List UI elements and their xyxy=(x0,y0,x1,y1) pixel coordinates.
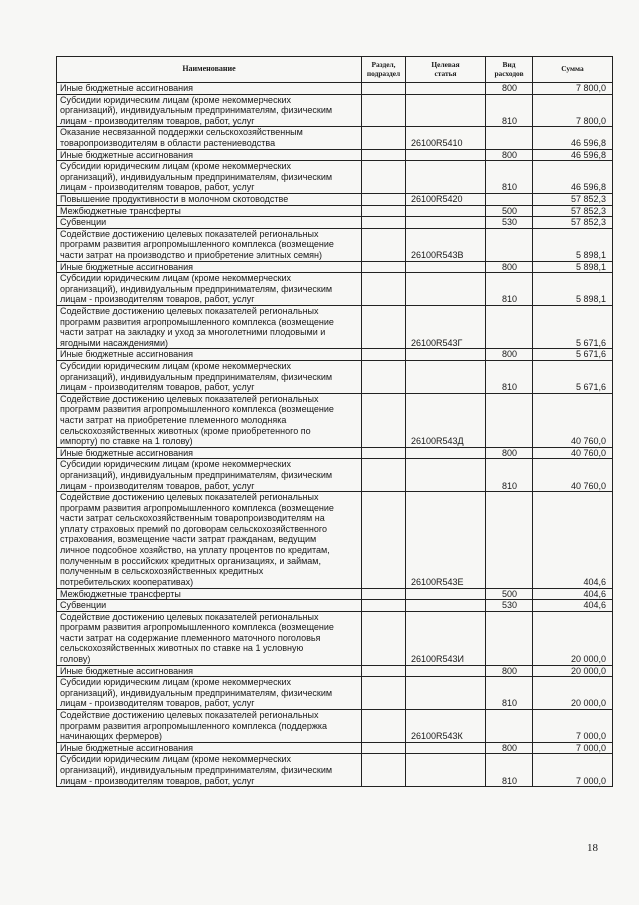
row-sum-cell: 5 671,6 xyxy=(533,306,613,349)
row-section-cell xyxy=(362,710,406,743)
row-section-cell xyxy=(362,161,406,194)
row-sum-cell: 404,6 xyxy=(533,589,613,601)
row-expense-type-cell: 800 xyxy=(486,262,533,274)
row-target-article-cell: 26100R543Е xyxy=(406,492,486,588)
row-name-cell: Иные бюджетные ассигнования xyxy=(57,666,362,678)
table-row xyxy=(57,229,613,262)
row-sum-cell: 40 760,0 xyxy=(533,459,613,492)
row-name-cell: Содействие достижению целевых показателей региональных программ развития агропромышленного комплекса (возмещение части затрат сельскохозяйственным товаропроизводителям на уплату страховых премий по договорам сельскохозяйственного страхования, возмещение части затрат гражданам, ведущим личное подсобное хозяйство, на уплату процентов по кредитам, полученным в российских кредитных организациях, и займам, полученным в сельскохозяйственных кредитных потребительских кооперативах) xyxy=(57,492,362,588)
row-target-article-cell xyxy=(406,459,486,492)
row-section-cell xyxy=(362,95,406,128)
row-sum-cell: 46 596,8 xyxy=(533,161,613,194)
table-body xyxy=(57,83,613,787)
row-name-cell: Субсидии юридическим лицам (кроме некоммерческих организаций), индивидуальным предпринимателям, физическим лицам - производителям товаров, работ, услуг xyxy=(57,754,362,787)
row-section-cell xyxy=(362,349,406,361)
row-expense-type-cell: 500 xyxy=(486,206,533,218)
row-sum-cell: 7 000,0 xyxy=(533,754,613,787)
table-row xyxy=(57,127,613,149)
header-expense-type: Вид расходов xyxy=(486,57,533,83)
row-target-article-cell: 26100R5410 xyxy=(406,127,486,149)
row-sum-cell: 20 000,0 xyxy=(533,666,613,678)
budget-table xyxy=(56,56,613,787)
table-row xyxy=(57,677,613,710)
row-expense-type-cell xyxy=(486,127,533,149)
table-row xyxy=(57,95,613,128)
row-expense-type-cell: 530 xyxy=(486,600,533,612)
row-name-cell: Иные бюджетные ассигнования xyxy=(57,743,362,755)
row-expense-type-cell: 530 xyxy=(486,217,533,229)
row-target-article-cell xyxy=(406,743,486,755)
table-row xyxy=(57,273,613,306)
row-sum-cell: 40 760,0 xyxy=(533,394,613,448)
row-sum-cell: 20 000,0 xyxy=(533,612,613,666)
row-name-cell: Иные бюджетные ассигнования xyxy=(57,448,362,460)
row-name-cell: Содействие достижению целевых показателей региональных программ развития агропромышленного комплекса (возмещение части затрат на закладку и уход за многолетними плодовыми и ягодными насаждениями) xyxy=(57,306,362,349)
row-sum-cell: 57 852,3 xyxy=(533,217,613,229)
table-row xyxy=(57,150,613,162)
header-name: Наименование xyxy=(57,57,362,83)
row-name-cell: Субсидии юридическим лицам (кроме некоммерческих организаций), индивидуальным предпринимателям, физическим лицам - производителям товаров, работ, услуг xyxy=(57,161,362,194)
row-name-cell: Иные бюджетные ассигнования xyxy=(57,83,362,95)
table-row xyxy=(57,600,613,612)
row-sum-cell: 20 000,0 xyxy=(533,677,613,710)
table-header-row xyxy=(57,57,613,83)
row-expense-type-cell: 810 xyxy=(486,361,533,394)
table-row xyxy=(57,361,613,394)
row-name-cell: Субсидии юридическим лицам (кроме некоммерческих организаций), индивидуальным предпринимателям, физическим лицам - производителям товаров, работ, услуг xyxy=(57,677,362,710)
row-target-article-cell: 26100R543В xyxy=(406,229,486,262)
table-row xyxy=(57,459,613,492)
table-row xyxy=(57,194,613,206)
row-target-article-cell xyxy=(406,448,486,460)
row-section-cell xyxy=(362,306,406,349)
table-row xyxy=(57,612,613,666)
row-sum-cell: 7 800,0 xyxy=(533,95,613,128)
row-name-cell: Иные бюджетные ассигнования xyxy=(57,349,362,361)
row-sum-cell: 40 760,0 xyxy=(533,448,613,460)
row-target-article-cell xyxy=(406,754,486,787)
row-expense-type-cell: 810 xyxy=(486,754,533,787)
row-name-cell: Субсидии юридическим лицам (кроме некоммерческих организаций), индивидуальным предпринимателям, физическим лицам - производителям товаров, работ, услуг xyxy=(57,361,362,394)
table-row xyxy=(57,710,613,743)
row-expense-type-cell: 800 xyxy=(486,83,533,95)
row-sum-cell: 7 000,0 xyxy=(533,743,613,755)
row-section-cell xyxy=(362,83,406,95)
row-section-cell xyxy=(362,194,406,206)
row-name-cell: Иные бюджетные ассигнования xyxy=(57,150,362,162)
row-section-cell xyxy=(362,150,406,162)
row-sum-cell: 57 852,3 xyxy=(533,194,613,206)
table-row xyxy=(57,83,613,95)
row-target-article-cell xyxy=(406,262,486,274)
row-section-cell xyxy=(362,273,406,306)
row-name-cell: Повышение продуктивности в молочном скотоводстве xyxy=(57,194,362,206)
row-target-article-cell xyxy=(406,589,486,601)
table-row xyxy=(57,349,613,361)
table-row xyxy=(57,394,613,448)
table-row xyxy=(57,589,613,601)
row-sum-cell: 5 671,6 xyxy=(533,349,613,361)
table-row xyxy=(57,217,613,229)
row-section-cell xyxy=(362,677,406,710)
row-sum-cell: 46 596,8 xyxy=(533,127,613,149)
row-sum-cell: 5 898,1 xyxy=(533,229,613,262)
row-sum-cell: 7 800,0 xyxy=(533,83,613,95)
row-expense-type-cell: 800 xyxy=(486,743,533,755)
table-row xyxy=(57,161,613,194)
row-expense-type-cell: 810 xyxy=(486,95,533,128)
row-target-article-cell: 26100R5420 xyxy=(406,194,486,206)
row-target-article-cell: 26100R543Г xyxy=(406,306,486,349)
row-target-article-cell xyxy=(406,83,486,95)
row-name-cell: Содействие достижению целевых показателей региональных программ развития агропромышленного комплекса (поддержка начинающих фермеров) xyxy=(57,710,362,743)
row-name-cell: Субсидии юридическим лицам (кроме некоммерческих организаций), индивидуальным предпринимателям, физическим лицам - производителям товаров, работ, услуг xyxy=(57,459,362,492)
row-expense-type-cell xyxy=(486,194,533,206)
row-name-cell: Субвенции xyxy=(57,217,362,229)
row-expense-type-cell xyxy=(486,710,533,743)
row-section-cell xyxy=(362,217,406,229)
table-row xyxy=(57,306,613,349)
row-name-cell: Субсидии юридическим лицам (кроме некоммерческих организаций), индивидуальным предпринимателям, физическим лицам - производителям товаров, работ, услуг xyxy=(57,95,362,128)
row-section-cell xyxy=(362,666,406,678)
row-name-cell: Межбюджетные трансферты xyxy=(57,589,362,601)
row-name-cell: Содействие достижению целевых показателей региональных программ развития агропромышленного комплекса (возмещение части затрат на приобретение племенного молодняка сельскохозяйственных животных (кроме приобретенного по импорту) по ставке на 1 голову) xyxy=(57,394,362,448)
row-sum-cell: 5 898,1 xyxy=(533,262,613,274)
row-expense-type-cell xyxy=(486,612,533,666)
row-expense-type-cell xyxy=(486,229,533,262)
row-expense-type-cell: 810 xyxy=(486,677,533,710)
row-section-cell xyxy=(362,492,406,588)
row-expense-type-cell: 800 xyxy=(486,349,533,361)
row-target-article-cell xyxy=(406,273,486,306)
row-target-article-cell: 26100R543Д xyxy=(406,394,486,448)
row-section-cell xyxy=(362,127,406,149)
row-target-article-cell xyxy=(406,349,486,361)
row-expense-type-cell: 800 xyxy=(486,666,533,678)
row-sum-cell: 5 898,1 xyxy=(533,273,613,306)
row-target-article-cell xyxy=(406,217,486,229)
row-section-cell xyxy=(362,754,406,787)
row-expense-type-cell xyxy=(486,394,533,448)
table-row xyxy=(57,492,613,588)
row-name-cell: Иные бюджетные ассигнования xyxy=(57,262,362,274)
row-section-cell xyxy=(362,459,406,492)
row-sum-cell: 404,6 xyxy=(533,492,613,588)
row-name-cell: Содействие достижению целевых показателей региональных программ развития агропромышленного комплекса (возмещение части затрат на производство и приобретение элитных семян) xyxy=(57,229,362,262)
row-target-article-cell xyxy=(406,361,486,394)
row-sum-cell: 5 671,6 xyxy=(533,361,613,394)
table-row xyxy=(57,448,613,460)
header-section: Раздел, подраздел xyxy=(362,57,406,83)
row-target-article-cell xyxy=(406,206,486,218)
row-name-cell: Содействие достижению целевых показателей региональных программ развития агропромышленного комплекса (возмещение части затрат на содержание племенного маточного поголовья сельскохозяйственных животных по ставке на 1 условную голову) xyxy=(57,612,362,666)
row-name-cell: Субвенции xyxy=(57,600,362,612)
table-row xyxy=(57,666,613,678)
row-expense-type-cell: 810 xyxy=(486,161,533,194)
row-name-cell: Оказание несвязанной поддержки сельскохозяйственным товаропроизводителям в области растениеводства xyxy=(57,127,362,149)
page-number: 18 xyxy=(587,842,598,854)
row-section-cell xyxy=(362,394,406,448)
table-row xyxy=(57,754,613,787)
row-name-cell: Межбюджетные трансферты xyxy=(57,206,362,218)
row-expense-type-cell: 800 xyxy=(486,150,533,162)
row-expense-type-cell: 800 xyxy=(486,448,533,460)
row-section-cell xyxy=(362,612,406,666)
row-expense-type-cell: 810 xyxy=(486,459,533,492)
table-row xyxy=(57,262,613,274)
row-sum-cell: 404,6 xyxy=(533,600,613,612)
row-target-article-cell: 26100R543К xyxy=(406,710,486,743)
row-target-article-cell xyxy=(406,150,486,162)
row-section-cell xyxy=(362,448,406,460)
row-target-article-cell xyxy=(406,666,486,678)
row-sum-cell: 46 596,8 xyxy=(533,150,613,162)
row-target-article-cell xyxy=(406,161,486,194)
row-sum-cell: 57 852,3 xyxy=(533,206,613,218)
row-section-cell xyxy=(362,262,406,274)
row-section-cell xyxy=(362,589,406,601)
row-target-article-cell: 26100R543И xyxy=(406,612,486,666)
row-section-cell xyxy=(362,743,406,755)
row-section-cell xyxy=(362,206,406,218)
row-target-article-cell xyxy=(406,600,486,612)
row-section-cell xyxy=(362,229,406,262)
row-section-cell xyxy=(362,600,406,612)
header-sum: Сумма xyxy=(533,57,613,83)
row-section-cell xyxy=(362,361,406,394)
table-row xyxy=(57,206,613,218)
row-expense-type-cell xyxy=(486,306,533,349)
row-expense-type-cell: 500 xyxy=(486,589,533,601)
row-sum-cell: 7 000,0 xyxy=(533,710,613,743)
row-target-article-cell xyxy=(406,95,486,128)
table-row xyxy=(57,743,613,755)
row-name-cell: Субсидии юридическим лицам (кроме некоммерческих организаций), индивидуальным предпринимателям, физическим лицам - производителям товаров, работ, услуг xyxy=(57,273,362,306)
header-target-article: Целевая статья xyxy=(406,57,486,83)
row-expense-type-cell xyxy=(486,492,533,588)
row-expense-type-cell: 810 xyxy=(486,273,533,306)
row-target-article-cell xyxy=(406,677,486,710)
